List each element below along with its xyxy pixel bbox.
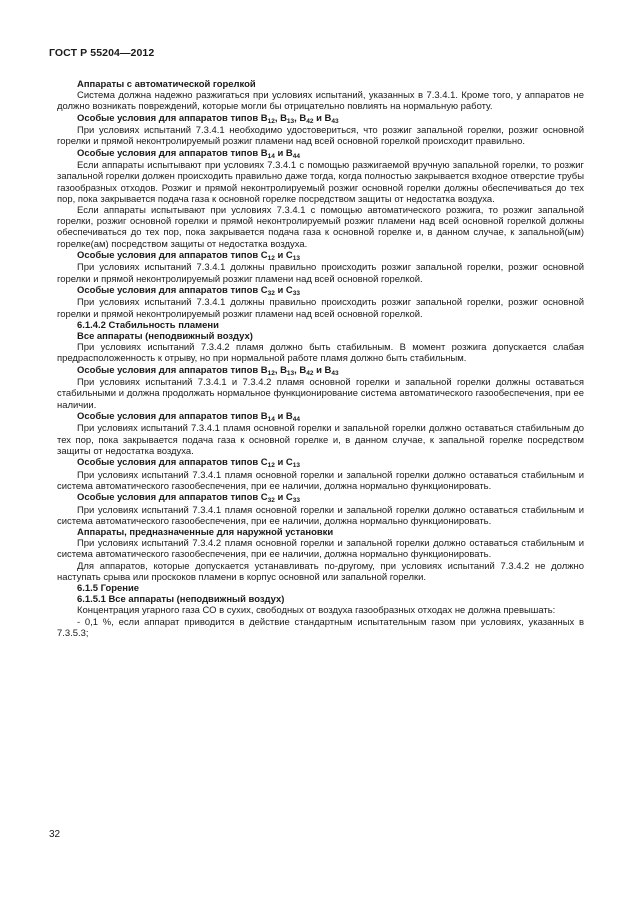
- heading-types-b14-b44: Особые условия для аппаратов типов $В_{14}$ и $В_{44}$: [77, 147, 300, 160]
- paragraph: При условиях испытаний 7.3.4.1 и 7.3.4.2 пламя основной горелки и запальной горелки должны оставаться стабильными и должна продолжать нормальное функционирование система автоматического газообеспечения, при ее наличии.: [57, 377, 584, 411]
- paragraph: При условиях испытаний 7.3.4.1 должны правильно происходить розжиг запальной горелки, розжиг основной горелки и прямой неконтролируемый розжиг пламени над всей основной горелкой.: [57, 262, 584, 285]
- paragraph: При условиях испытаний 7.3.4.1 пламя основной горелки и запальной горелки должно оставаться стабильным до тех пор, пока закрывается подача газа к основной горелке и, в данном случае, к запальной горелке посредством защиты от недостатка воздуха.: [57, 423, 584, 457]
- paragraph: Концентрация угарного газа СО в сухих, свободных от воздуха газообразных отходах не должна превышать:: [77, 605, 556, 617]
- paragraph: При условиях испытаний 7.3.4.2 пламя должно быть стабильным. В момент розжига допускается слабая предрасположенность к отрыву, но при нормальной работе пламя должно быть стабильным.: [57, 342, 584, 365]
- heading-types-c32-c33: Особые условия для аппаратов типов $С_{32}$ и $С_{33}$: [77, 284, 300, 297]
- page-number: 32: [49, 829, 61, 840]
- paragraph: При условиях испытаний 7.3.4.2 пламя основной горелки и запальной горелки должно оставаться стабильным и система автоматического газообеспечения, при ее наличии, должна нормально функционировать.: [57, 538, 584, 561]
- paragraph: Для аппаратов, которые допускается устанавливать по-другому, при условиях испытаний 7.3.4.2 не должно наступать срыва или проскоков пламени в корпус основной или запальной горелки.: [57, 560, 584, 583]
- paragraph: При условиях испытаний 7.3.4.1 необходимо удостовериться, что розжиг запальной горелки, розжиг основной горелки и прямой неконтролируемый розжиг пламени над всей основной горелкой происходит правильно.: [57, 125, 584, 148]
- paragraph: При условиях испытаний 7.3.4.1 пламя основной горелки и запальной горелки должно оставаться стабильным и система автоматического газообеспечения, при ее наличии, должна нормально функционировать.: [57, 504, 584, 527]
- heading-615: 6.1.5 Горение: [77, 583, 140, 595]
- heading-types-b12-b13-b42-b43: Особые условия для аппаратов типов $В_{12}$, $В_{13}$, $В_{42}$ и $В_{43}$: [77, 112, 339, 125]
- paragraph: При условиях испытаний 7.3.4.1 пламя основной горелки и запальной горелки должно оставаться стабильным и система автоматического газообеспечения, при ее наличии, должна нормально функционировать.: [57, 469, 584, 492]
- heading-types-c12-c13: Особые условия для аппаратов типов $С_{12}$ и $С_{13}$: [77, 457, 300, 470]
- heading-types-c12-c13: Особые условия для аппаратов типов $С_{12}$ и $С_{13}$: [77, 249, 300, 262]
- heading-types-b12-b13-b42-b43: Особые условия для аппаратов типов $В_{12}$, $В_{13}$, $В_{42}$ и $В_{43}$: [77, 364, 339, 377]
- doc-body: [57, 79, 584, 639]
- heading-outdoor: Аппараты, предназначенные для наружной установки: [77, 527, 334, 539]
- heading-types-c32-c33: Особые условия для аппаратов типов $С_{32}$ и $С_{33}$: [77, 492, 300, 505]
- heading-6151: 6.1.5.1 Все аппараты (неподвижный воздух): [77, 594, 285, 606]
- paragraph: Система должна надежно разжигаться при условиях испытаний, указанных в 7.3.4.1. Кроме того, у аппаратов не должно возникать повреждений, которые могли бы отрицательно повлиять на нормальную работу.: [57, 90, 584, 113]
- list-item: - 0,1 %, если аппарат приводится в действие стандартным испытательным газом при условиях, указанных в 7.3.5.3;: [57, 616, 584, 639]
- heading-types-b14-b44: Особые условия для аппаратов типов $В_{14}$ и $В_{44}$: [77, 410, 300, 423]
- heading-all-still-air: Все аппараты (неподвижный воздух): [77, 331, 253, 343]
- doc-header: ГОСТ Р 55204—2012: [49, 47, 155, 59]
- paragraph: Если аппараты испытывают при условиях 7.3.4.1 с помощью автоматического розжига, то розжиг запальной горелки, розжиг основной горелки и прямой неконтролируемый розжиг пламени над всей основной горелкой должны обеспечиваться до тех пор, пока закрывается подача газа к основной горелке и, в данном случае, к запальной(ым) горелке(ам) посредством защиты от недостатка воздуха.: [57, 205, 584, 250]
- heading-6142: 6.1.4.2 Стабильность пламени: [77, 319, 219, 331]
- heading-auto-burner: Аппараты с автоматической горелкой: [77, 79, 256, 90]
- paragraph: Если аппараты испытывают при условиях 7.3.4.1 с помощью разжигаемой вручную запальной горелки, то розжиг запальной горелки должен происходить правильно даже тогда, когда полностью закрывается входное отверстие трубы газообразных отходов. Розжиг и прямой неконтролируемый розжиг основной горелки должны обеспечиваться до тех пор, пока закрывается подача газа к основной горелке посредством защиты от недостатка воздуха.: [57, 160, 584, 205]
- paragraph: При условиях испытаний 7.3.4.1 должны правильно происходить розжиг запальной горелки, розжиг основной горелки и прямой неконтролируемый розжиг пламени над всей основной горелкой.: [57, 297, 584, 320]
